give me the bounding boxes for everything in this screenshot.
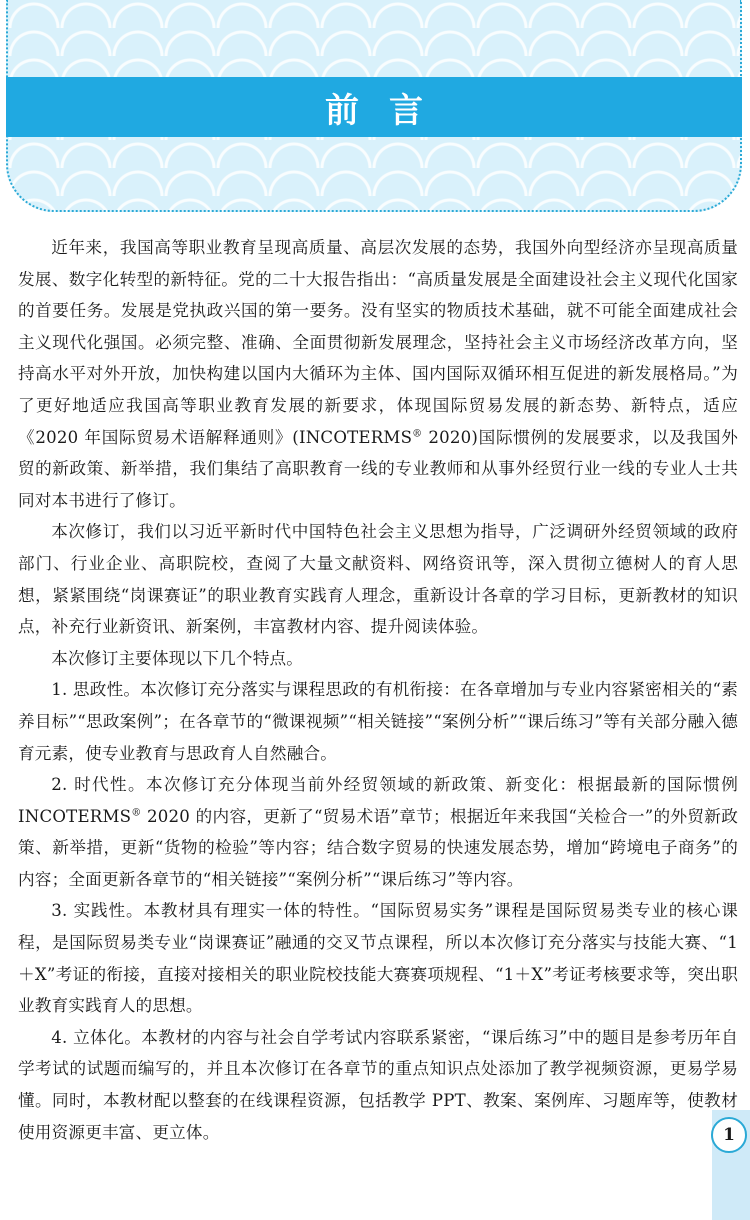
paragraph-feature-1: 1. 思政性。本次修订充分落实与课程思政的有机衔接：在各章增加与专业内容紧密相关的“素养目标”“思政案例”；在各章节的“微课视频”“相关链接”“案例分析”“课后练习”等有关部分融入德育元素，使专业教育与思政育人自然融合。 <box>18 680 739 763</box>
paragraph-feature-2: 2. 时代性。本次修订充分体现当前外经贸领域的新政策、新变化：根据最新的国际惯例 INCOTERMS® 2020 的内容，更新了“贸易术语”章节；根据近年来我国“关检合一”的外贸新政策、新举措，更新“货物的检验”等内容；结合数字贸易的快速发展态势，增加“跨境电子商务”的内容；全面更新各章节的“相关链接”“案例分析”“课后练习”等内容。 <box>18 775 738 889</box>
page-number: 1 <box>711 1117 747 1153</box>
page-title: 前言 <box>325 90 453 131</box>
paragraph-features-intro: 本次修订主要体现以下几个特点。 <box>51 648 304 668</box>
paragraph-revision: 本次修订，我们以习近平新时代中国特色社会主义思想为指导，广泛调研外经贸领域的政府部门、行业企业、高职院校，查阅了大量文献资料、网络资讯等，深入贯彻立德树人的育人思想，紧紧围绕“岗课赛证”的职业教育实践育人理念，重新设计各章的学习目标，更新教材的知识点，补充行业新资讯、新案例，丰富教材内容、提升阅读体验。 <box>18 522 738 637</box>
paragraph-feature-4: 4. 立体化。本教材的内容与社会自学考试内容联系紧密，“课后练习”中的题目是参考历年自学考试的试题而编写的，并且本次修订在各章节的重点知识点处添加了教学视频资源，更易学易懂。同时，本教材配以整套的在线课程资源，包括教学 PPT、教案、案例库、习题库等，使教材使用资源更丰富、更立体。 <box>18 1027 738 1142</box>
body-text <box>18 232 738 1148</box>
paragraph-feature-3: 3. 实践性。本教材具有理实一体的特性。“国际贸易实务”课程是国际贸易类专业的核心课程，是国际贸易类专业“岗课赛证”融通的交叉节点课程，所以本次修订充分落实与技能大赛、“1＋X”考证的衔接，直接对接相关的职业院校技能大赛赛项规程、“1＋X”考证考核要求等，突出职业教育实践育人的思想。 <box>18 901 738 1016</box>
paragraph-intro: 近年来，我国高等职业教育呈现高质量、高层次发展的态势，我国外向型经济亦呈现高质量发展、数字化转型的新特征。党的二十大报告指出：“高质量发展是全面建设社会主义现代化国家的首要任务。发展是党执政兴国的第一要务。没有坚实的物质技术基础，就不可能全面建成社会主义现代化强国。必须完整、准确、全面贯彻新发展理念，坚持社会主义市场经济改革方向，坚持高水平对外开放，加快构建以国内大循环为主体、国内国际双循环相互促进的新发展格局。”为了更好地适应我国高等职业教育发展的新要求，体现国际贸易发展的新态势、新特点，适应《2020 年国际贸易术语解释通则》(INCOTERMS® 2020)国际惯例的发展要求，以及我国外贸的新政策、新举措，我们集结了高职教育一线的专业教师和从事外经贸行业一线的专业人士共同对本书进行了修订。 <box>18 238 738 510</box>
title-band <box>6 77 742 137</box>
